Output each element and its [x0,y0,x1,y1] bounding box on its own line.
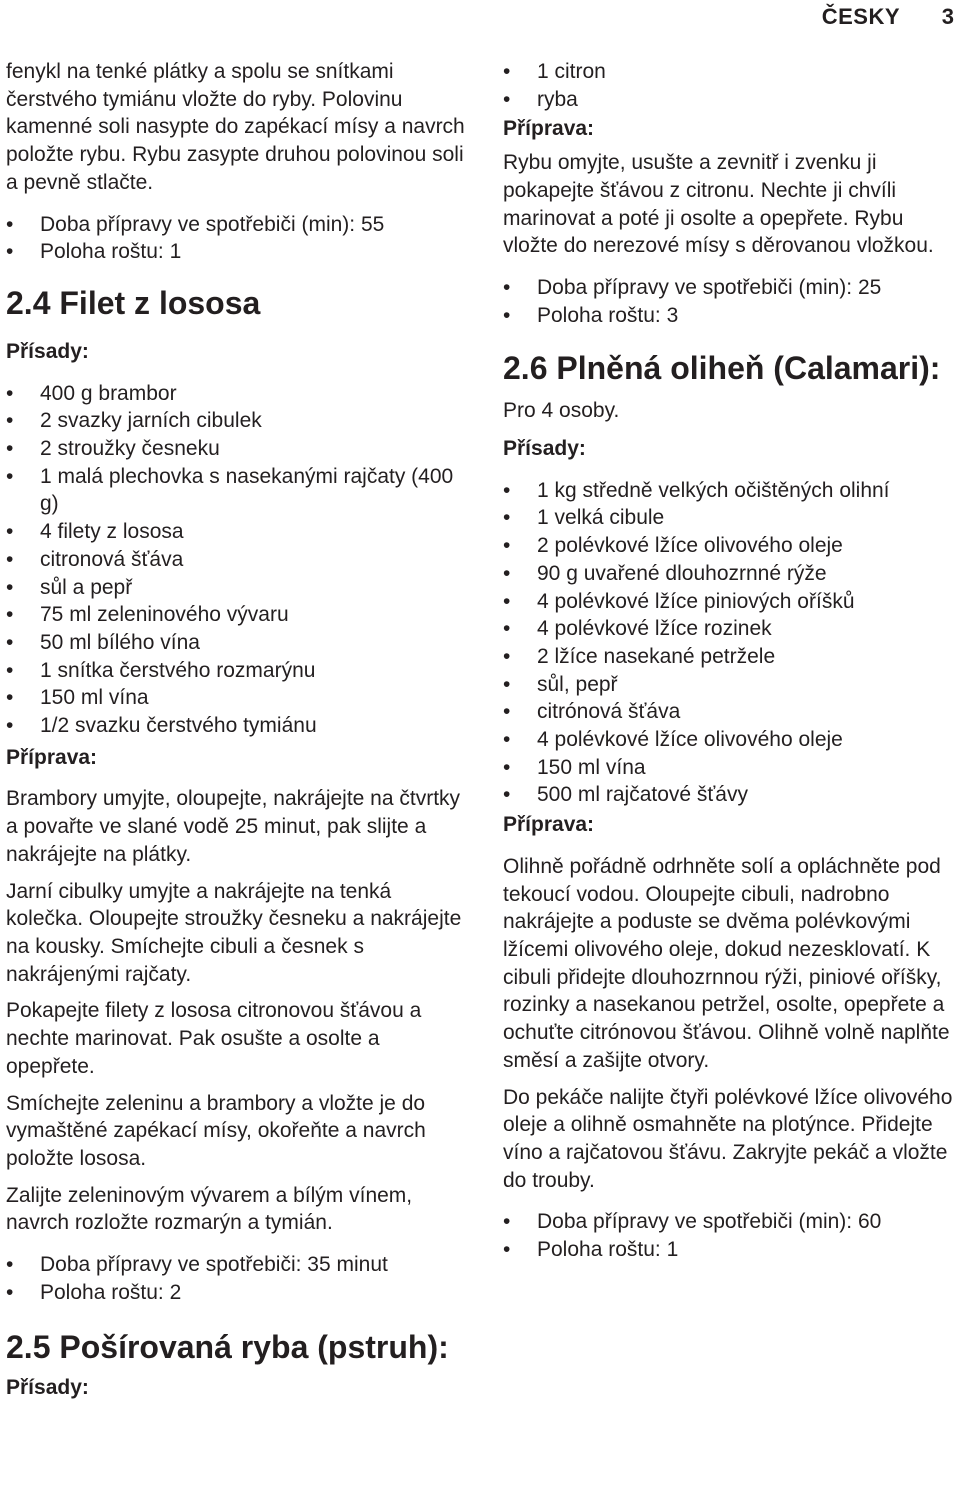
page-header [0,2,960,32]
list-item: • sůl, pepř [503,671,953,699]
trout-settings-list [503,274,953,329]
list-item: • 1 velká cibule [503,504,953,532]
list-item: • 400 g brambor [6,380,468,408]
list-item: • 90 g uvařené dlouhozrnné rýže [503,560,953,588]
page-number: 3 [941,4,954,29]
list-item: • Poloha roštu: 3 [503,302,953,330]
calamari-ingredients-list [503,477,953,809]
list-item: • Doba přípravy ve spotřebiči (min): 55 [6,211,468,239]
preparation-paragraph: Jarní cibulky umyjte a nakrájejte na tenká kolečka. Oloupejte stroužky česneku a nakrájejte na kousky. Smíchejte cibuli a česnek s nakrájenými rajčaty. [6,879,462,986]
list-item: • 2 polévkové lžíce olivového oleje [503,532,953,560]
ingredients-label: Přísady: [6,1376,89,1400]
list-item: • 75 ml zeleninového vývaru [6,601,468,629]
list-item: • Doba přípravy ve spotřebiči (min): 25 [503,274,953,302]
list-item: • Poloha roštu: 2 [6,1279,468,1307]
list-item: • 4 polévkové lžíce piniových oříšků [503,588,953,616]
list-item: • 150 ml vína [6,684,468,712]
preparation-paragraph: Do pekáče nalijte čtyři polévkové lžíce olivového oleje a olihně osmahněte na plotýnce. Přidejte víno a rajčatovou šťávu. Zakryjte pekáč a vložte do trouby. [503,1085,953,1192]
list-item: • 4 polévkové lžíce rozinek [503,615,953,643]
language-label: ČESKY [821,4,900,29]
list-item: • 2 lžíce nasekané petržele [503,643,953,671]
list-item: • 1 citron [503,58,953,86]
preparation-paragraph: Pokapejte filety z lososa citronovou šťávou a nechte marinovat. Pak osušte a osolte a opepřete. [6,999,422,1078]
list-item: • 50 ml bílého vína [6,629,468,657]
list-item: • Doba přípravy ve spotřebiči: 35 minut [6,1251,468,1279]
list-item: • 1/2 svazku čerstvého tymiánu [6,712,468,740]
list-item: • Poloha roštu: 1 [6,238,468,266]
salmon-settings-list [6,1251,468,1306]
intro-paragraph: fenykl na tenké plátky a spolu se snítkami čerstvého tymiánu vložte do ryby. Polovinu kamenné soli nasypte do zapékací mísy a navrch položte rybu. Rybu zasypte druhou polovinou soli a pevně stlačte. [6,60,465,194]
ingredients-label: Přísady: [6,339,89,363]
preparation-paragraph: Zalijte zeleninovým vývarem a bílým vínem, navrch rozložte rozmarýn a tymián. [6,1183,413,1235]
preparation-label: Příprava: [6,745,98,769]
intro-bullet-list [6,211,468,266]
list-item: • 1 malá plechovka s nasekanými rajčaty (400 g) [6,463,468,518]
list-item: • 500 ml rajčatové šťávy [503,781,953,809]
list-item: • 4 filety z lososa [6,518,468,546]
list-item: • citrónová šťáva [503,698,953,726]
list-item: • 2 stroužky česneku [6,435,468,463]
section-title-salmon: 2.4 Filet z lososa [6,284,261,321]
list-item: • sůl a pepř [6,574,468,602]
list-item: • citronová šťáva [6,546,468,574]
trout-ingredients-list [503,58,953,113]
preparation-label: Příprava: [503,813,595,837]
section-title-poached-fish: 2.5 Pošírovaná ryba (pstruh): [6,1329,449,1366]
preparation-paragraph: Rybu omyjte, usušte a zevnitř i zvenku ji pokapejte šťávou z citronu. Nechte ji chvíli marinovat a poté ji osolte a opepřete. Rybu vložte do nerezové mísy s děrovanou vložkou. [503,151,934,258]
list-item: • Doba přípravy ve spotřebiči (min): 60 [503,1208,953,1236]
list-item: • 4 polévkové lžíce olivového oleje [503,726,953,754]
servings-text: Pro 4 osoby. [503,399,620,423]
calamari-settings-list [503,1208,953,1263]
ingredients-label: Přísady: [503,437,586,461]
right-column [503,58,953,1273]
list-item: • Poloha roštu: 1 [503,1236,953,1264]
list-item: • ryba [503,86,953,114]
list-item: • 1 snítka čerstvého rozmarýnu [6,657,468,685]
left-column [6,58,468,1416]
section-title-calamari: 2.6 Plněná oliheň (Calamari): [503,350,941,387]
list-item: • 150 ml vína [503,754,953,782]
preparation-label: Příprava: [503,117,595,141]
list-item: • 1 kg středně velkých očištěných olihní [503,477,953,505]
preparation-paragraph: Olihně pořádně odrhněte solí a opláchněte pod tekoucí vodou. Oloupejte cibuli, nadrobno nakrájejte a poduste se dvěma polévkovými lžícemi olivového oleje, dokud nezesklovatí. K cibuli přidejte dlouhozrnnou rýži, piniové oříšky, rozinky a nasekanou petržel, osolte, opepřete a ochuťte citrónovou šťávou. Olihně volně naplňte směsí a zašijte otvory. [503,854,950,1072]
salmon-ingredients-list [6,380,468,740]
preparation-paragraph: Brambory umyjte, oloupejte, nakrájejte na čtvrtky a povařte ve slané vodě 25 minut, pak slijte a nakrájejte na plátky. [6,787,461,866]
preparation-paragraph: Smíchejte zeleninu a brambory a vložte je do vymaštěné zapékací mísy, okořeňte a navrch položte lososa. [6,1091,426,1170]
list-item: • 2 svazky jarních cibulek [6,407,468,435]
